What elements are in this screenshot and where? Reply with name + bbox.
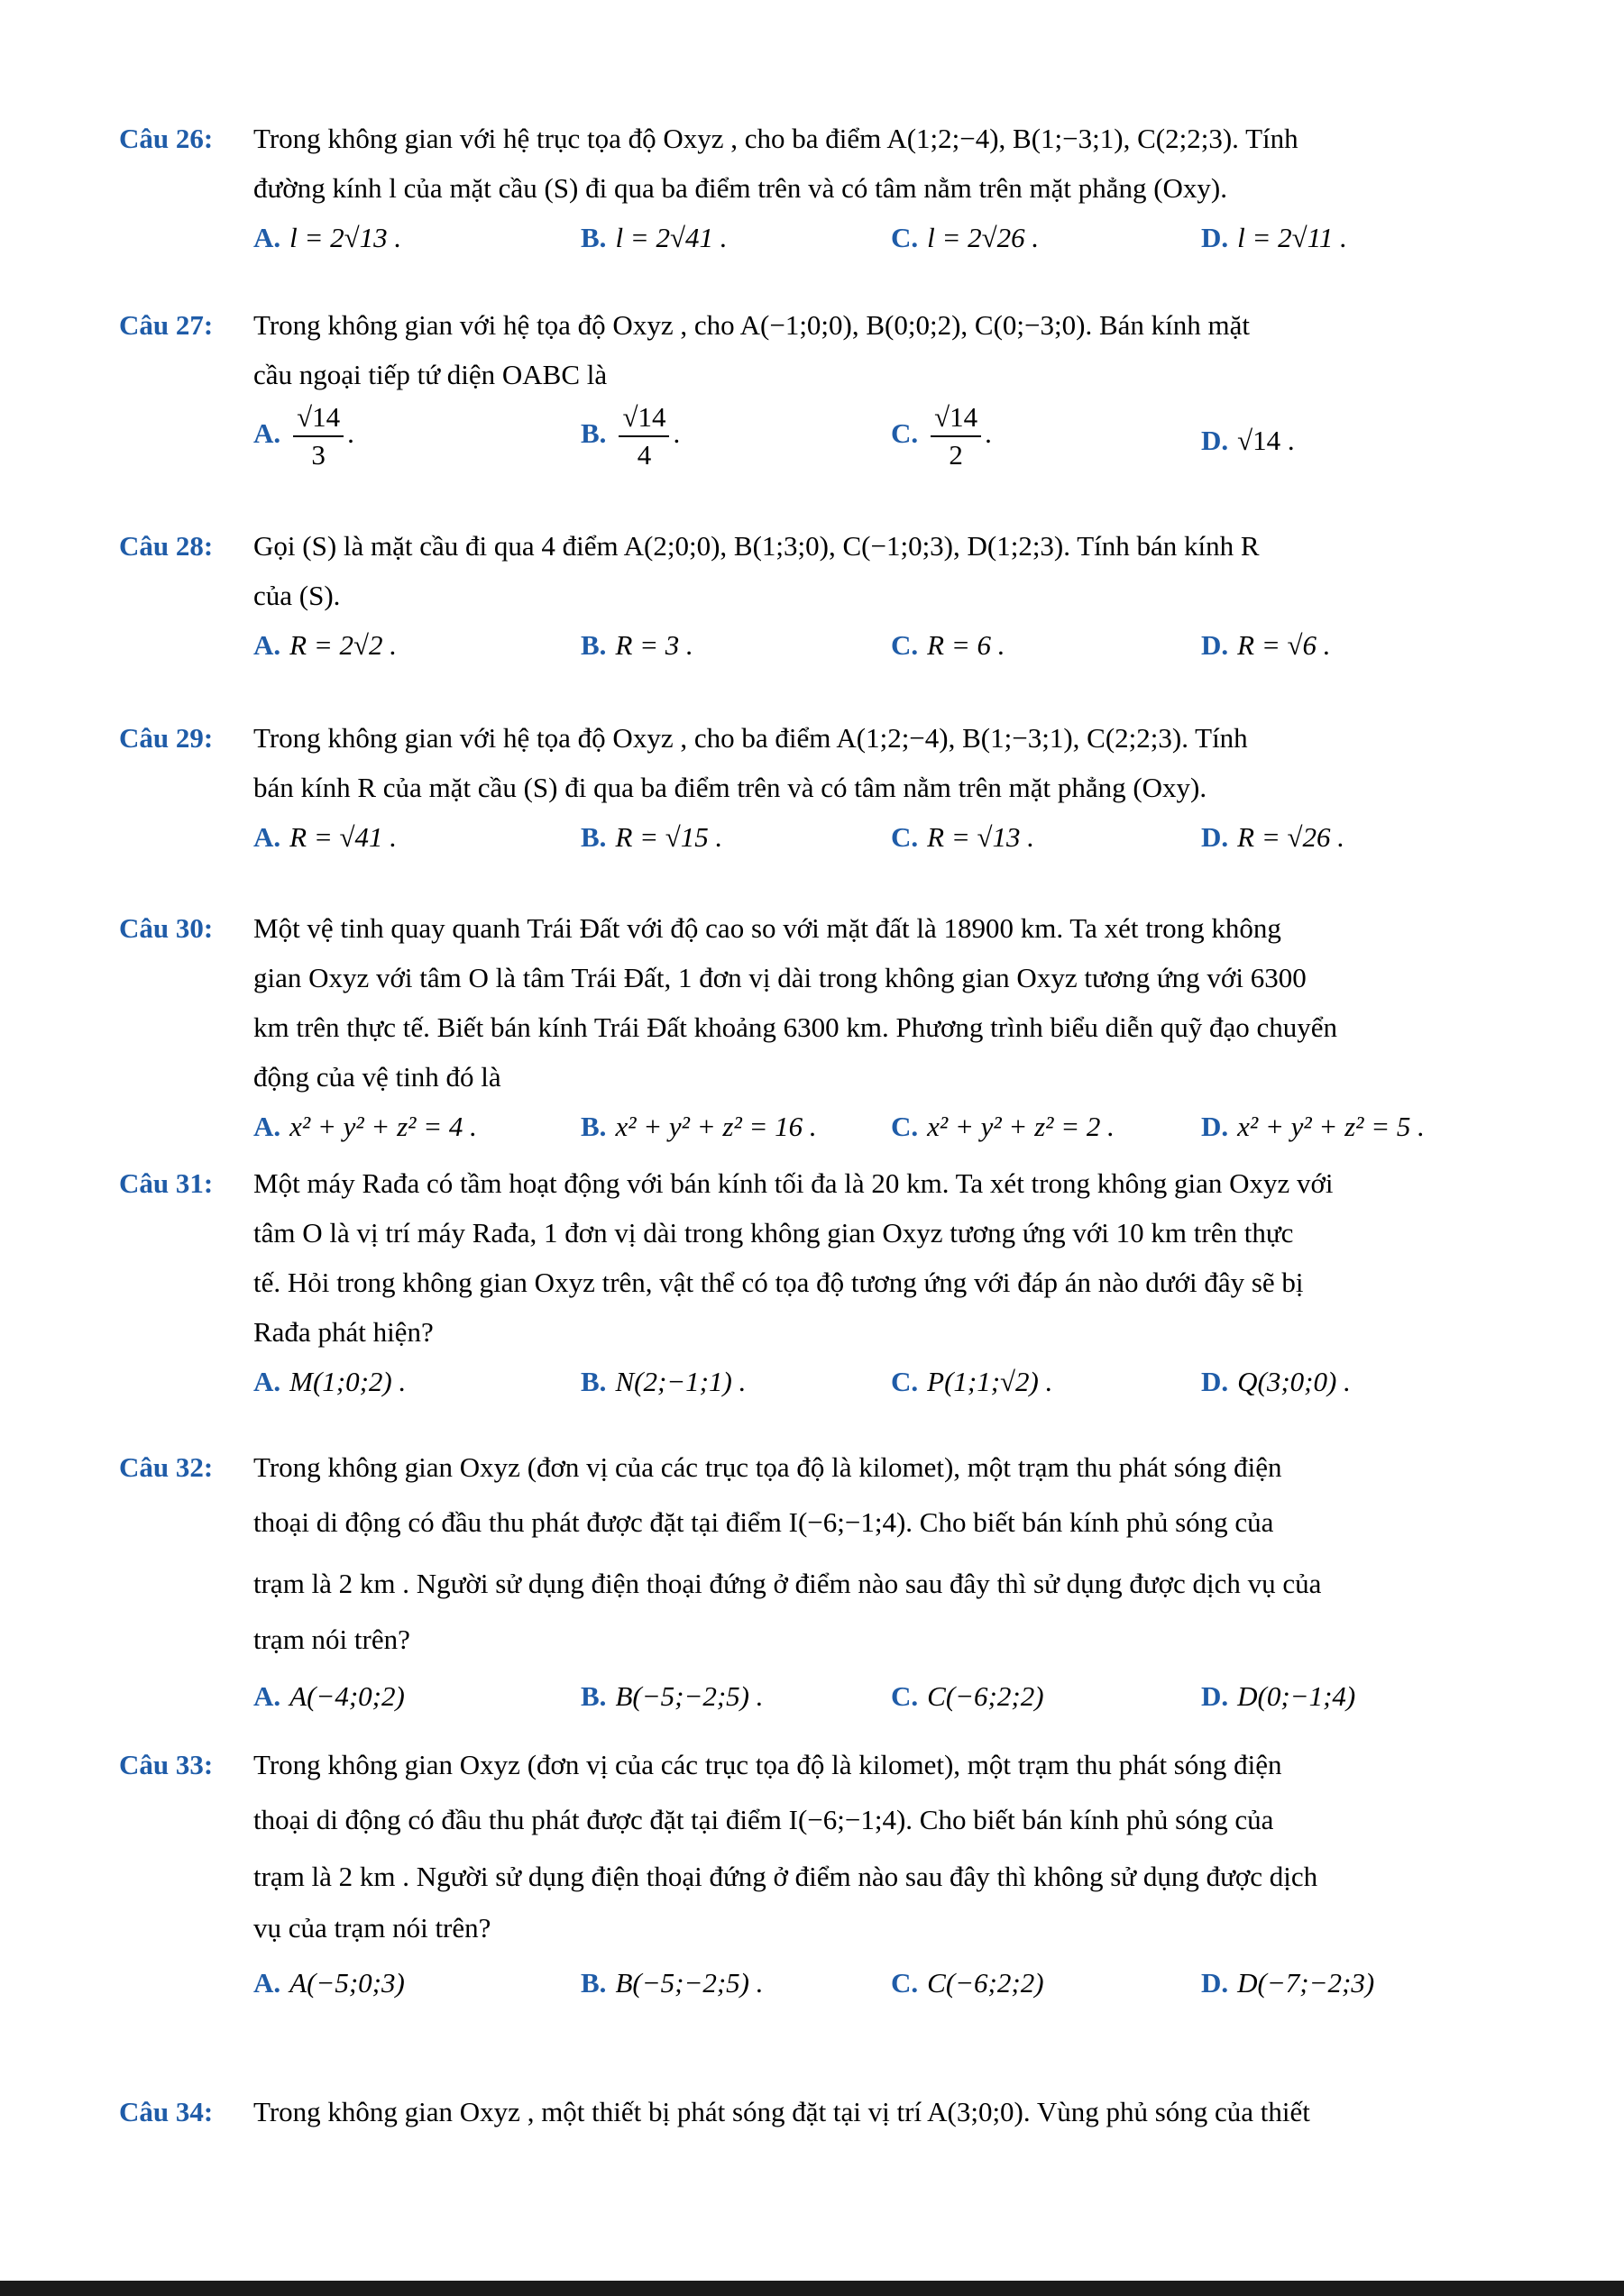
question-label: Câu 33: <box>119 1749 214 1780</box>
question-line: Rađa phát hiện? <box>253 1316 434 1348</box>
answer-options <box>253 1671 1508 1725</box>
question-26 <box>119 114 1508 267</box>
option-a[interactable]: A. A(−4;0;2) <box>253 1680 405 1712</box>
option-b[interactable]: B. x² + y² + z² = 16 . <box>581 1111 817 1142</box>
question-31 <box>119 1158 1508 1411</box>
option-c[interactable]: C. C(−6;2;2) <box>891 1967 1044 1999</box>
fraction-denominator: 4 <box>637 439 652 471</box>
question-line: Trong không gian với hệ trục tọa độ Oxyz , cho ba điểm A(1;2;−4), B(1;−3;1), C(2;2;3). Tính <box>253 123 1298 154</box>
fraction-denominator: 3 <box>311 439 326 471</box>
answer-options <box>253 399 1508 480</box>
question-line: tâm O là vị trí máy Rađa, 1 đơn vị dài trong không gian Oxyz tương ứng với 10 km trên thực <box>253 1217 1294 1249</box>
question-label: Câu 29: <box>119 722 214 754</box>
question-30 <box>119 903 1508 1156</box>
question-line: Một máy Rađa có tầm hoạt động với bán kính tối đa là 20 km. Ta xét trong không gian Oxyz với <box>253 1167 1334 1199</box>
option-a[interactable]: A. $\frac{√14}{3}$ . <box>253 399 354 473</box>
option-d[interactable]: D. x² + y² + z² = 5 . <box>1201 1111 1425 1142</box>
question-label: Câu 26: <box>119 123 214 154</box>
answer-options <box>253 1958 1508 2012</box>
option-d[interactable]: D. √14 . <box>1201 425 1295 456</box>
question-line: gian Oxyz với tâm O là tâm Trái Đất, 1 đơn vị dài trong không gian Oxyz tương ứng với 6300 <box>253 962 1307 993</box>
question-line: km trên thực tế. Biết bán kính Trái Đất khoảng 6300 km. Phương trình biểu diễn quỹ đạo chuyển <box>253 1011 1338 1043</box>
question-line: trạm là 2 km . Người sử dụng điện thoại đứng ở điểm nào sau đây thì sử dụng được dịch vụ của <box>253 1568 1322 1599</box>
question-label: Câu 31: <box>119 1167 214 1199</box>
answer-options <box>253 1357 1508 1411</box>
fraction-denominator: 2 <box>949 439 963 471</box>
question-line: thoại di động có đầu thu phát được đặt tại điểm I(−6;−1;4). Cho biết bán kính phủ sóng của <box>253 1506 1274 1538</box>
question-line: Gọi (S) là mặt cầu đi qua 4 điểm A(2;0;0), B(1;3;0), C(−1;0;3), D(1;2;3). Tính bán kính R <box>253 530 1260 562</box>
fraction-numerator: √14 <box>293 399 344 437</box>
question-line: Trong không gian với hệ tọa độ Oxyz , cho A(−1;0;0), B(0;0;2), C(0;−3;0). Bán kính mặt <box>253 309 1250 341</box>
option-b[interactable]: B. R = 3 . <box>581 629 693 661</box>
option-c[interactable]: C. C(−6;2;2) <box>891 1680 1044 1712</box>
question-34 <box>119 2087 1508 2136</box>
question-line: trạm là 2 km . Người sử dụng điện thoại đứng ở điểm nào sau đây thì không sử dụng được dịch <box>253 1861 1318 1892</box>
question-line: thoại di động có đầu thu phát được đặt tại điểm I(−6;−1;4). Cho biết bán kính phủ sóng của <box>253 1804 1274 1835</box>
answer-options <box>253 213 1508 267</box>
question-27 <box>119 300 1508 480</box>
question-32 <box>119 1442 1508 1718</box>
option-b[interactable]: B. $\frac{√14}{4}$ . <box>581 399 680 473</box>
question-label: Câu 30: <box>119 912 214 944</box>
question-line: vụ của trạm nói trên? <box>253 1912 491 1944</box>
option-b[interactable]: B. B(−5;−2;5) . <box>581 1680 764 1712</box>
question-line: bán kính R của mặt cầu (S) đi qua ba điểm trên và có tâm nằm trên mặt phẳng (Oxy). <box>253 772 1207 803</box>
question-line: Trong không gian với hệ tọa độ Oxyz , cho ba điểm A(1;2;−4), B(1;−3;1), C(2;2;3). Tính <box>253 722 1248 754</box>
option-c[interactable]: C. l = 2√26 . <box>891 222 1040 253</box>
question-line: động của vệ tinh đó là <box>253 1061 501 1093</box>
question-label: Câu 32: <box>119 1451 214 1483</box>
option-d[interactable]: D. l = 2√11 . <box>1201 222 1347 253</box>
option-b[interactable]: B. R = √15 . <box>581 821 723 853</box>
fraction-numerator: √14 <box>619 399 669 437</box>
question-line: Trong không gian Oxyz (đơn vị của các trục tọa độ là kilomet), một trạm thu phát sóng điện <box>253 1451 1282 1483</box>
answer-options <box>253 620 1508 674</box>
question-29 <box>119 713 1508 866</box>
option-c[interactable]: C. P(1;1;√2) . <box>891 1366 1053 1397</box>
question-line: Trong không gian Oxyz , một thiết bị phát sóng đặt tại vị trí A(3;0;0). Vùng phủ sóng của thiết <box>253 2096 1310 2127</box>
option-a[interactable]: A. R = 2√2 . <box>253 629 398 661</box>
option-a[interactable]: A. R = √41 . <box>253 821 398 853</box>
question-line: của (S). <box>253 580 341 611</box>
option-a[interactable]: A. A(−5;0;3) <box>253 1967 405 1999</box>
option-b[interactable]: B. N(2;−1;1) . <box>581 1366 747 1397</box>
question-28 <box>119 521 1508 674</box>
option-b[interactable]: B. B(−5;−2;5) . <box>581 1967 764 1999</box>
option-a[interactable]: A. l = 2√13 . <box>253 222 402 253</box>
question-label: Câu 34: <box>119 2096 214 2127</box>
answer-options <box>253 812 1508 866</box>
option-d[interactable]: D. R = √26 . <box>1201 821 1345 853</box>
option-c[interactable]: C. x² + y² + z² = 2 . <box>891 1111 1115 1142</box>
question-label: Câu 28: <box>119 530 214 562</box>
option-c[interactable]: C. $\frac{√14}{2}$ . <box>891 399 992 473</box>
fraction-numerator: √14 <box>931 399 981 437</box>
option-a[interactable]: A. M(1;0;2) . <box>253 1366 407 1397</box>
question-line: Một vệ tinh quay quanh Trái Đất với độ cao so với mặt đất là 18900 km. Ta xét trong không <box>253 912 1281 944</box>
question-line: trạm nói trên? <box>253 1624 410 1655</box>
option-a[interactable]: A. x² + y² + z² = 4 . <box>253 1111 477 1142</box>
option-d[interactable]: D. D(−7;−2;3) <box>1201 1967 1375 1999</box>
option-d[interactable]: D. Q(3;0;0) . <box>1201 1366 1351 1397</box>
question-line: Trong không gian Oxyz (đơn vị của các trục tọa độ là kilomet), một trạm thu phát sóng điện <box>253 1749 1282 1780</box>
option-d[interactable]: D. D(0;−1;4) <box>1201 1680 1356 1712</box>
answer-options <box>253 1102 1508 1156</box>
option-c[interactable]: C. R = √13 . <box>891 821 1035 853</box>
bottom-border-bar <box>0 2281 1624 2296</box>
option-b[interactable]: B. l = 2√41 . <box>581 222 728 253</box>
option-d[interactable]: D. R = √6 . <box>1201 629 1331 661</box>
question-label: Câu 27: <box>119 309 214 341</box>
question-line: tế. Hỏi trong không gian Oxyz trên, vật thể có tọa độ tương ứng với đáp án nào dưới đây sẽ bị <box>253 1267 1304 1298</box>
question-33 <box>119 1740 1508 2007</box>
question-line: cầu ngoại tiếp tứ diện OABC là <box>253 359 608 390</box>
option-c[interactable]: C. R = 6 . <box>891 629 1005 661</box>
question-line: đường kính l của mặt cầu (S) đi qua ba điểm trên và có tâm nằm trên mặt phẳng (Oxy). <box>253 172 1227 204</box>
